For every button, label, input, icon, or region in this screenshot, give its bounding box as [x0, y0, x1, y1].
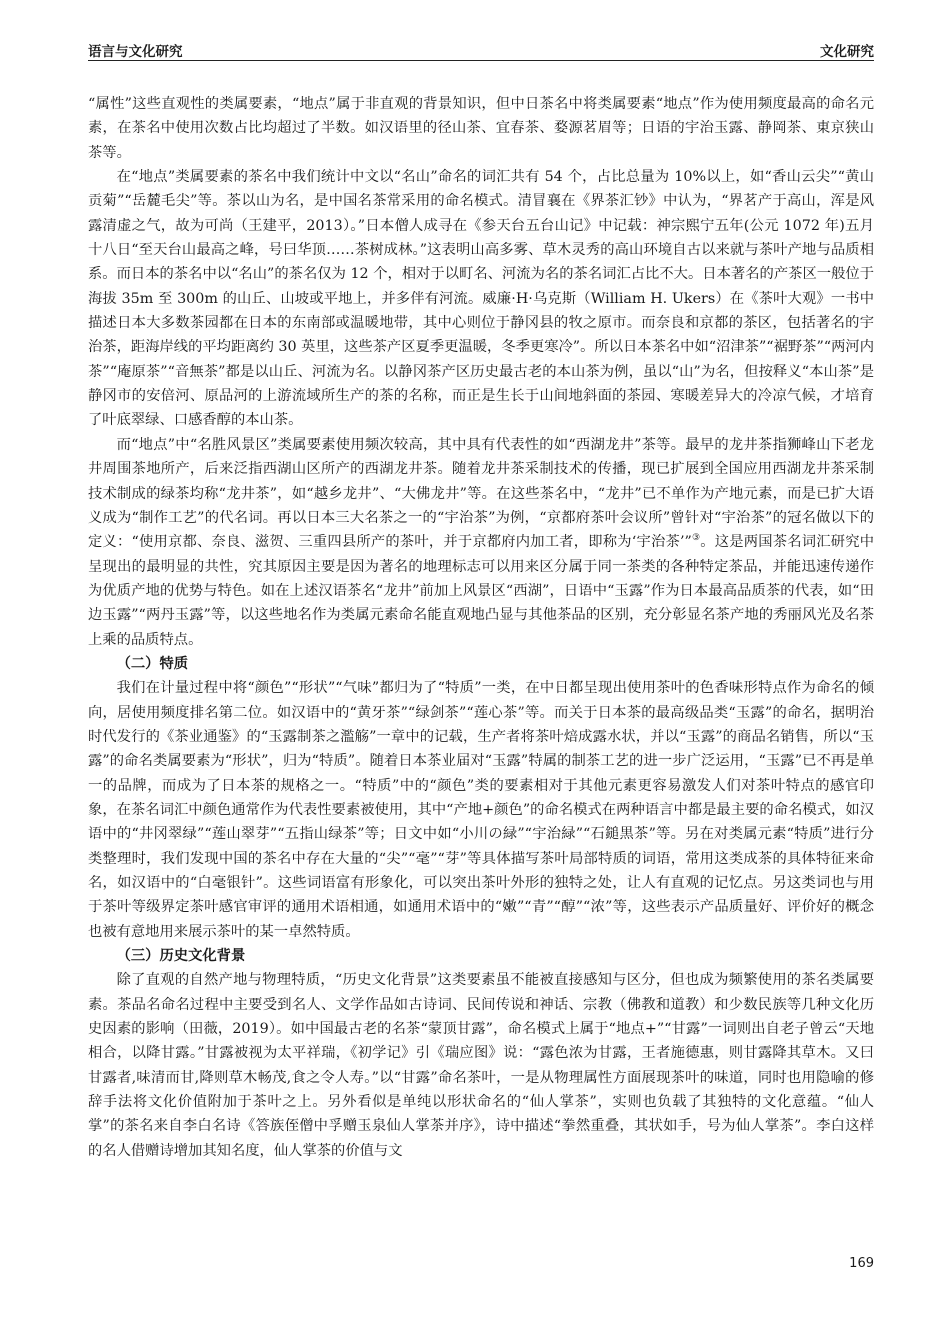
paragraph-traits: 我们在计量过程中将“颜色”“形状”“气味”都归为了“特质”一类，在中日都呈现出使用茶叶的色香味形特点作为命名的倾向，居使用频度排名第二位。如汉语中的“黄牙茶”“绿剑茶”“莲心茶”等。而关于日本茶的最高级品类“玉露”的命名，据明治时代发行的《茶业通鉴》的“玉露制茶之濫觞”一章中的记载，生产者将茶叶焙成露水状，并以“玉露”的商品名销售，所以“玉露”的命名类属要素为“形状”，归为“特质”。随着日本茶业届对“玉露”特属的制茶工艺的进一步广泛运用，“玉露”已不再是单一的品牌，而成为了日本茶的规格之一。“特质”中的“颜色”类的要素相对于其他元素更容易激发人们对茶叶特点的感官印象，在茶名词汇中颜色通常作为代表性要素被使用，其中“产地+颜色”的命名模式在两种语言中都是最主要的命名模式，如汉语中的“井冈翠绿”“莲山翠芽”“五指山绿茶”等；日文中如“小川の緑”“宇治緑”“石鎚黒茶”等。另在对类属元素“特质”进行分类整理时，我们发现中国的茶名中存在大量的“尖”“毫”“芽”等具体描写茶叶局部特质的词语，常用这类成茶的具体特征来命名，如汉语中的“白毫银针”。这些词语富有形象化，可以突出茶叶外形的独特之处，让人有直观的记忆点。另这类词也与用于茶叶等级界定茶叶感官审评的通用术语相通，如通用术语中的“嫩”“青”“醇”“浓”等，这些表示产品质量好、评价好的概念也被有意地用来展示茶叶的某一卓然特质。: [88, 680, 874, 940]
journal-title: 语言与文化研究: [88, 44, 183, 60]
page-number: 169: [849, 1256, 874, 1271]
paragraph-continuation: “属性”这些直观性的类属要素，“地点”属于非直观的背景知识，但中日茶名中将类属要素“地点”作为使用频度最高的命名元素，在茶名中使用次数占比均超过了半数。如汉语里的径山茶、宜春茶、婺源茗眉等；日语的宇治玉露、静岡茶、東京狭山茶等。: [88, 96, 874, 161]
section-title: 文化研究: [820, 44, 874, 60]
section-heading-history: （三）历史文化背景: [116, 948, 246, 965]
running-header: [88, 38, 874, 61]
footnote-mark: ③: [691, 533, 701, 544]
paragraph-history: 除了直观的自然产地与物理特质，“历史文化背景”这类要素虽不能被直接感知与区分，但也成为频繁使用的茶名类属要素。茶品名命名过程中主要受到名人、文学作品如古诗词、民间传说和神话、宗教（佛教和道教）和少数民族等几种文化历史因素的影响（田薇，2019）。如中国最古老的名茶“蒙顶甘露”，命名模式上属于“地点+”“甘露”一词则出自老子曾云“天地相合，以降甘露。”甘露被视为太平祥瑞，《初学记》引《瑞应图》说：“露色浓为甘露，王者施德惠，则甘露降其草木。又曰甘露者,味清而甘,降则草木畅茂,食之令人寿。”以“甘露”命名茶叶，一是从物理属性方面展现茶叶的味道，同时也用隐喻的修辞手法将文化价值附加于茶叶之上。另外看似是单纯以形状命名的“仙人掌茶”，实则也负载了其独特的文化意蕴。“仙人掌”的茶名来自李白名诗《答族侄僧中孚赠玉泉仙人掌茶并序》，诗中描述“拳然重叠，其状如手，号为仙人掌茶”。李白这样的名人借赠诗增加其知名度，仙人掌茶的价值与文: [88, 972, 874, 1159]
paragraph-text: 而“地点”中“名胜风景区”类属要素使用频次较高，其中具有代表性的如“西湖龙井”茶等。最早的龙井茶指狮峰山下老龙井周围茶地所产，后来泛指西湖山区所产的西湖龙井茶。随着龙井茶采制技术的传播，现已扩展到全国应用西湖龙井茶采制技术制成的绿茶均称“龙井茶”，如“越乡龙井”、“大佛龙井”等。在这些茶名中，“龙井”已不单作为产地元素，而是已扩大语义成为“制作工艺”的代名词。再以日本三大名茶之一的“宇治茶”为例，“京都府茶叶会议所”曾针对“宇治茶”的冠名做以下的定义：“使用京都、奈良、滋贺、三重四县所产的茶叶，并于京都府内加工者，即称为‘宇治茶’”: [88, 436, 874, 551]
article-body: [88, 92, 874, 1163]
paragraph-famous-mountains: 在“地点”类属要素的茶名中我们统计中文以“名山”命名的词汇共有 54 个，占比总量为 10%以上，如“香山云尖”“黄山贡菊”“岳麓毛尖”等。茶以山为名，是中国名茶常采用的命名模式。清冒襄在《界茶汇钞》中认为，“界茗产于高山，浑是风露清虚之气，故为可尚（王建平，2013）。”日本僧人成寻在《参天台五台山记》中记载：神宗熙宁五年(公元 1072 年)五月十八日“至天台山最高之峰，号曰华顶……茶树成林。”这表明山高多雾、草木灵秀的高山环境自古以来就与茶叶产地与品质相系。而日本的茶名中以“名山”的茶名仅为 12 个，相对于以町名、河流为名的茶名词汇占比不大。日本著名的产茶区一般位于海拔 35m 至 300m 的山丘、山坡或平地上，并多伴有河流。威廉·H·乌克斯（William H. Ukers）在《茶叶大观》一书中描述日本大多数茶园都在日本的东南部或温暖地带，其中心则位于静冈县的牧之原市。而奈良和京都的茶区，包括著名的宇治茶，距海岸线的平均距离约 30 英里，这些茶产区夏季更温暖，冬季更寒冷”。所以日本茶名中如“沼津茶”“裾野茶”“两河内茶”“庵原茶”“音無茶”都是以山丘、河流为名。以静冈茶产区历史最古老的本山茶为例，虽以“山”为名，但按释义“本山茶”是静冈市的安倍河、原品河的上游流域所生产的茶的名称，而正是生长于山间地斜面的茶园、寒暖差异大的冷凉气候，才培育了叶底翠绿、口感香醇的本山茶。: [88, 169, 874, 429]
paragraph-scenic-areas: [88, 433, 874, 652]
paragraph-text: 。这是两国茶名词汇研究中呈现出的最明显的共性，究其原因主要是因为著名的地理标志可以用来区分属于同一茶类的各种特定茶品，并能迅速传递作为优质产地的优势与特色。如在上述汉语茶名“龙井”前加上风景区“西湖”，日语中“玉露”作为日本最高品质茶的代表，如“田边玉露”“两丹玉露”等，以这些地名作为类属元素命名能直观地凸显与其他茶品的区别，充分彰显名茶产地的秀丽风光及名茶上乘的品质特点。: [88, 534, 874, 648]
section-heading-traits: （二）特质: [116, 655, 189, 672]
